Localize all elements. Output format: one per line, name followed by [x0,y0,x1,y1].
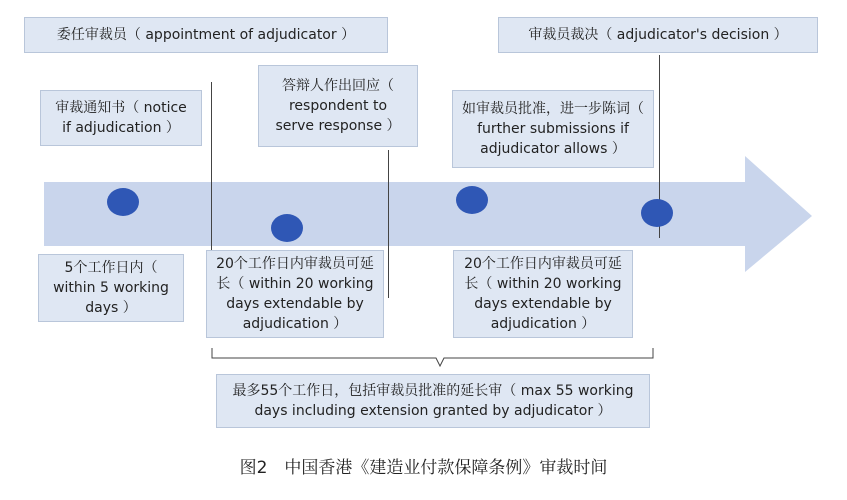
adjudicator-decision-label: 审裁员裁决（ adjudicator's decision ） [528,27,788,43]
respondent-response-label: 答辩人作出回应（ respondent to serve response ） [275,78,401,134]
within-5-days-box [38,254,184,322]
total-span-brace [212,348,653,366]
notice-of-adjudication-label: 审裁通知书（ notice if adjudication ） [55,100,187,136]
max-55-days-box [216,374,650,428]
decision-milestone-dot [641,199,673,227]
max-55-days-label: 最多55个工作日，包括审裁员批准的延长审（ max 55 working days including extension granted by adjudicator ） [232,383,634,419]
notice-of-adjudication-box [40,90,202,146]
submissions-milestone-dot [456,186,488,214]
further-submissions-box [452,90,654,168]
adjudicator-decision-box [498,17,818,53]
within-20-days-label-1: 20个工作日内审裁员可延长（ within 20 working days extendable by adjudication ） [216,256,374,332]
within-5-days-label: 5个工作日内（ within 5 working days ） [53,260,169,316]
appointment-of-adjudicator-box [24,17,388,53]
within-20-days-box-1 [206,250,384,338]
response-marker-line [388,150,389,298]
notice-milestone-dot [107,188,139,216]
within-20-days-box-2 [453,250,633,338]
further-submissions-label: 如审裁员批准，进一步陈词（ further submissions if adjudicator allows ） [462,101,644,157]
within-20-days-label-2: 20个工作日内审裁员可延长（ within 20 working days extendable by adjudication ） [464,256,622,332]
figure-caption: 图2 中国香港《建造业付款保障条例》审裁时间 [239,458,608,478]
appointment-of-adjudicator-label: 委任审裁员（ appointment of adjudicator ） [56,27,356,43]
respondent-response-box [258,65,418,147]
appointment-marker-line [211,82,212,258]
response-milestone-dot [271,214,303,242]
